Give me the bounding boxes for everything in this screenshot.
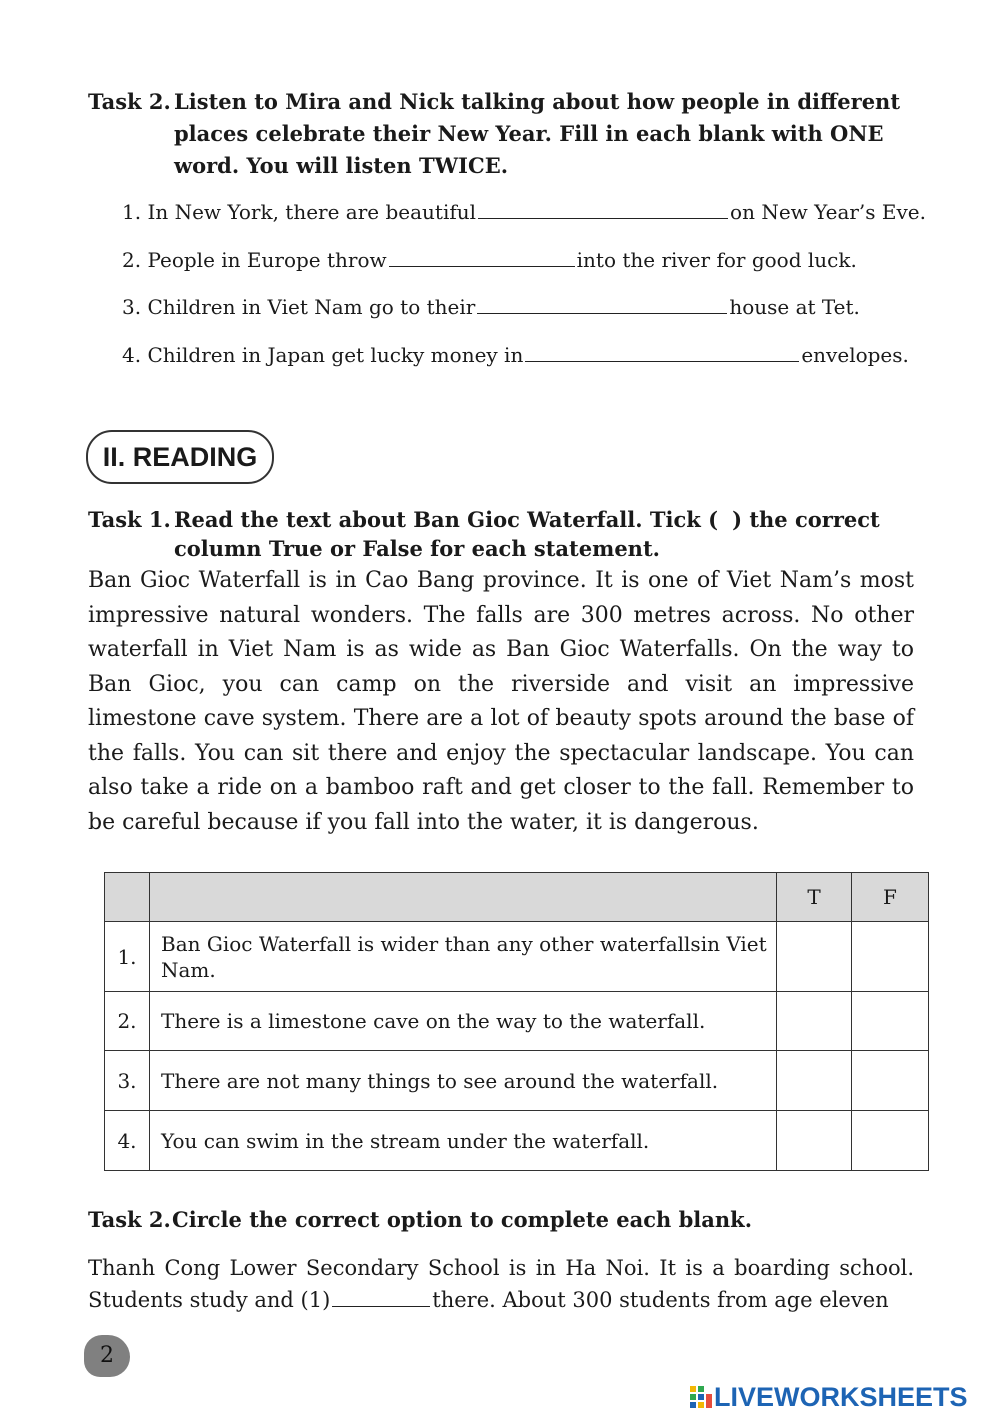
fill-item-4 (122, 341, 909, 369)
row-statement: There is a limestone cave on the way to the waterfall. (150, 992, 777, 1051)
fill-item-text-before: 2. People in Europe throw (122, 248, 387, 272)
fill-item-text-after: house at Tet. (729, 295, 860, 319)
task-label: Task 2. (88, 89, 171, 114)
answer-blank-1[interactable] (478, 198, 728, 219)
true-cell[interactable] (777, 922, 852, 992)
reading-task2-heading (88, 1204, 918, 1236)
row-number: 4. (105, 1111, 150, 1171)
fill-item-1 (122, 198, 926, 226)
reading-task1-heading (88, 505, 918, 563)
true-cell[interactable] (777, 992, 852, 1051)
false-cell[interactable] (852, 922, 929, 992)
header-false: F (852, 873, 929, 922)
task-instruction (174, 505, 918, 563)
fill-item-text-before: 1. In New York, there are beautiful (122, 200, 477, 224)
fill-item-text-after: envelopes. (801, 343, 909, 367)
answer-blank-4[interactable] (525, 341, 799, 362)
table-row (105, 922, 929, 992)
table-row (105, 1051, 929, 1111)
instruction-part2: ) the correct column True or False for each statement. (174, 507, 880, 561)
task-instruction: Listen to Mira and Nick talking about how people in different places celebrate their New Year. Fill in each blank with ONE word. You will listen TWICE. (174, 89, 901, 178)
fill-item-2 (122, 246, 857, 274)
fill-item-3 (122, 293, 860, 321)
false-cell[interactable] (852, 992, 929, 1051)
answer-blank-3[interactable] (477, 293, 727, 314)
false-cell[interactable] (852, 1051, 929, 1111)
false-cell[interactable] (852, 1111, 929, 1171)
row-statement: You can swim in the stream under the waterfall. (150, 1111, 777, 1171)
table-header-row (105, 873, 929, 922)
listening-task2-heading (88, 86, 918, 182)
table-row (105, 992, 929, 1051)
row-number: 3. (105, 1051, 150, 1111)
fill-item-text-before: 4. Children in Japan get lucky money in (122, 343, 524, 367)
true-cell[interactable] (777, 1111, 852, 1171)
task-label: Task 1. (88, 507, 171, 532)
liveworksheets-logo (690, 1382, 968, 1412)
task-label: Task 2. (88, 1207, 171, 1232)
true-cell[interactable] (777, 1051, 852, 1111)
true-false-table (104, 872, 929, 1171)
row-statement: There are not many things to see around the waterfall. (150, 1051, 777, 1111)
answer-blank-2[interactable] (389, 246, 575, 267)
task2-passage (88, 1252, 914, 1316)
row-statement: Ban Gioc Waterfall is wider than any other waterfallsin Viet Nam. (150, 922, 777, 992)
header-true: T (777, 873, 852, 922)
instruction-part1: Read the text about Ban Gioc Waterfall. Tick ( (174, 507, 719, 532)
page-number: 2 (84, 1335, 130, 1377)
reading-passage: Ban Gioc Waterfall is in Cao Bang province. It is one of Viet Nam’s most impressive natural wonders. The falls are 300 metres across. No other waterfall in Viet Nam is as wide as Ban Gioc Waterfalls. On the way to Ban Gioc, you can camp on the riverside and visit an impressive limestone cave system. There are a lot of beauty spots around the base of the falls. You can sit there and enjoy the spectacular landscape. You can also take a ride on a bamboo raft and get closer to the fall. Remember to be careful because if you fall into the water, it is dangerous. (88, 568, 914, 835)
header-num-cell (105, 873, 150, 922)
fill-item-text-after: into the river for good luck. (576, 248, 857, 272)
brand-name: LIVEWORKSHEETS (714, 1382, 968, 1412)
fill-item-text-after: on New Year’s Eve. (730, 200, 926, 224)
table-row (105, 1111, 929, 1171)
answer-blank-task2-1[interactable] (332, 1288, 430, 1307)
fill-item-text-before: 3. Children in Viet Nam go to their (122, 295, 476, 319)
task-instruction: Circle the correct option to complete each blank. (172, 1207, 753, 1232)
reading-section-title: II. READING (86, 430, 274, 484)
row-number: 2. (105, 992, 150, 1051)
liveworksheets-logo-icon (690, 1386, 712, 1410)
passage-start: Thanh Cong Lower Secondary School is in Ha Noi. It is a boarding school. Students study and (1) (88, 1256, 914, 1312)
passage-end: there. About 300 students from age eleven (432, 1288, 889, 1312)
row-number: 1. (105, 922, 150, 992)
header-statement-cell (150, 873, 777, 922)
